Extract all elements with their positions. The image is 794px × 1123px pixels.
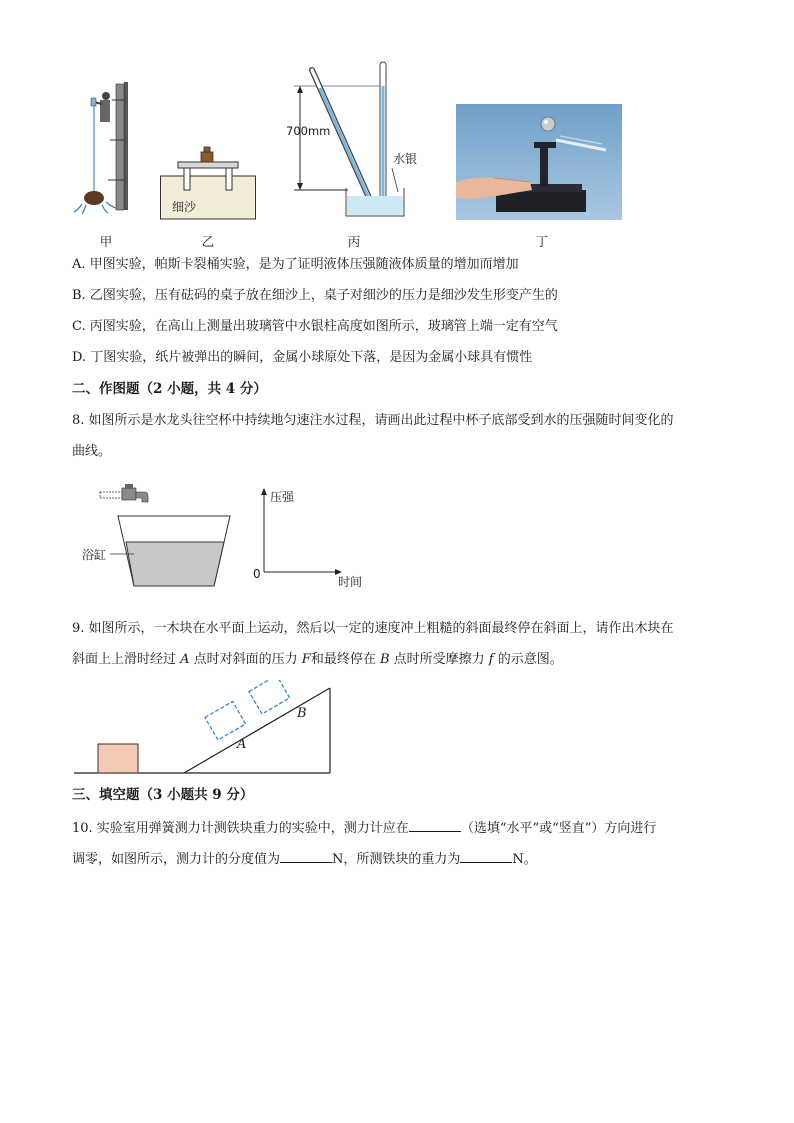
q10-blank-direction[interactable] bbox=[409, 818, 461, 832]
q10-text-1b: （选填“水平”或“竖直”）方向进行 bbox=[460, 821, 657, 836]
q10-line1 bbox=[72, 818, 656, 838]
point-a-label: A bbox=[237, 737, 247, 752]
q10-blank-weight[interactable] bbox=[460, 849, 512, 863]
q10-text-2a: 调零，如图所示，测力计的分度值为 bbox=[72, 852, 281, 867]
sand-label: 细沙 bbox=[172, 200, 197, 214]
q10-text-2b: N，所测铁块的重力为 bbox=[332, 852, 461, 867]
figure-pascal-barrel bbox=[72, 80, 132, 215]
caption-ding: 丁 bbox=[535, 234, 549, 249]
caption-jia: 甲 bbox=[99, 234, 113, 249]
tub-label: 浴缸 bbox=[82, 548, 107, 562]
caption-yi: 乙 bbox=[201, 234, 215, 249]
figure-incline bbox=[72, 680, 334, 776]
q9-var-b: B bbox=[379, 652, 390, 667]
q9-var-friction: f bbox=[488, 652, 494, 667]
point-b-label: B bbox=[297, 706, 307, 721]
q8-line1: 8. 如图所示是水龙头往空杯中持续地匀速注水过程，请画出此过程中杯子底部受到水的压强随时间变化的 bbox=[72, 413, 674, 428]
q7-option-d: D. 丁图实验，纸片被弹出的瞬间，金属小球原处下落，是因为金属小球具有惯性 bbox=[72, 350, 533, 365]
mercury-label: 水银 bbox=[393, 152, 418, 166]
q7-option-c: C. 丙图实验，在高山上测量出玻璃管中水银柱高度如图所示，玻璃管上端一定有空气 bbox=[72, 319, 558, 334]
y-axis-label: 压强 bbox=[270, 490, 295, 504]
pressure-time-axes bbox=[254, 486, 344, 578]
q7-option-a: A. 甲图实验，帕斯卡裂桶实验，是为了证明液体压强随液体质量的增加而增加 bbox=[72, 257, 519, 272]
section2-heading: 二、作图题（2 小题，共 4 分） bbox=[72, 381, 267, 397]
section3-heading: 三、填空题（3 小题共 9 分） bbox=[72, 787, 254, 803]
x-axis-label: 时间 bbox=[338, 575, 363, 589]
q9-var-a: A bbox=[180, 652, 190, 667]
q9-text-a: 斜面上上滑时经过 bbox=[72, 652, 181, 667]
figure-torricelli-tube bbox=[280, 60, 420, 220]
figure-inertia-photo bbox=[456, 104, 622, 220]
q10-blank-division[interactable] bbox=[280, 849, 332, 863]
q9-text-d: 点时所受摩擦力 bbox=[389, 652, 489, 667]
q10-line2 bbox=[72, 849, 537, 869]
q9-line1: 9. 如图所示，一木块在水平面上运动，然后以一定的速度冲上粗糙的斜面最终停在斜面上，请作出木块在 bbox=[72, 621, 674, 636]
q7-option-b: B. 乙图实验，压有砝码的桌子放在细沙上，桌子对细沙的压力是细沙发生形变产生的 bbox=[72, 288, 558, 303]
height-label: 700mm bbox=[286, 124, 331, 138]
q9-text-b: 点时对斜面的压力 bbox=[189, 652, 302, 667]
q9-var-f-force: F bbox=[301, 652, 311, 667]
q10-text-2c: N。 bbox=[512, 852, 537, 867]
origin-label: 0 bbox=[253, 567, 261, 581]
q10-text-1a: 10. 实验室用弹簧测力计测铁块重力的实验中，测力计应在 bbox=[72, 821, 409, 836]
q9-text-e: 的示意图。 bbox=[493, 652, 563, 667]
tub-label-leader bbox=[110, 552, 134, 556]
q9-text-c: 和最终停在 bbox=[310, 652, 380, 667]
q8-line2: 曲线。 bbox=[72, 444, 112, 459]
q9-line2 bbox=[72, 651, 563, 669]
figure-faucet-tub bbox=[98, 484, 238, 590]
caption-bing: 丙 bbox=[347, 234, 361, 249]
